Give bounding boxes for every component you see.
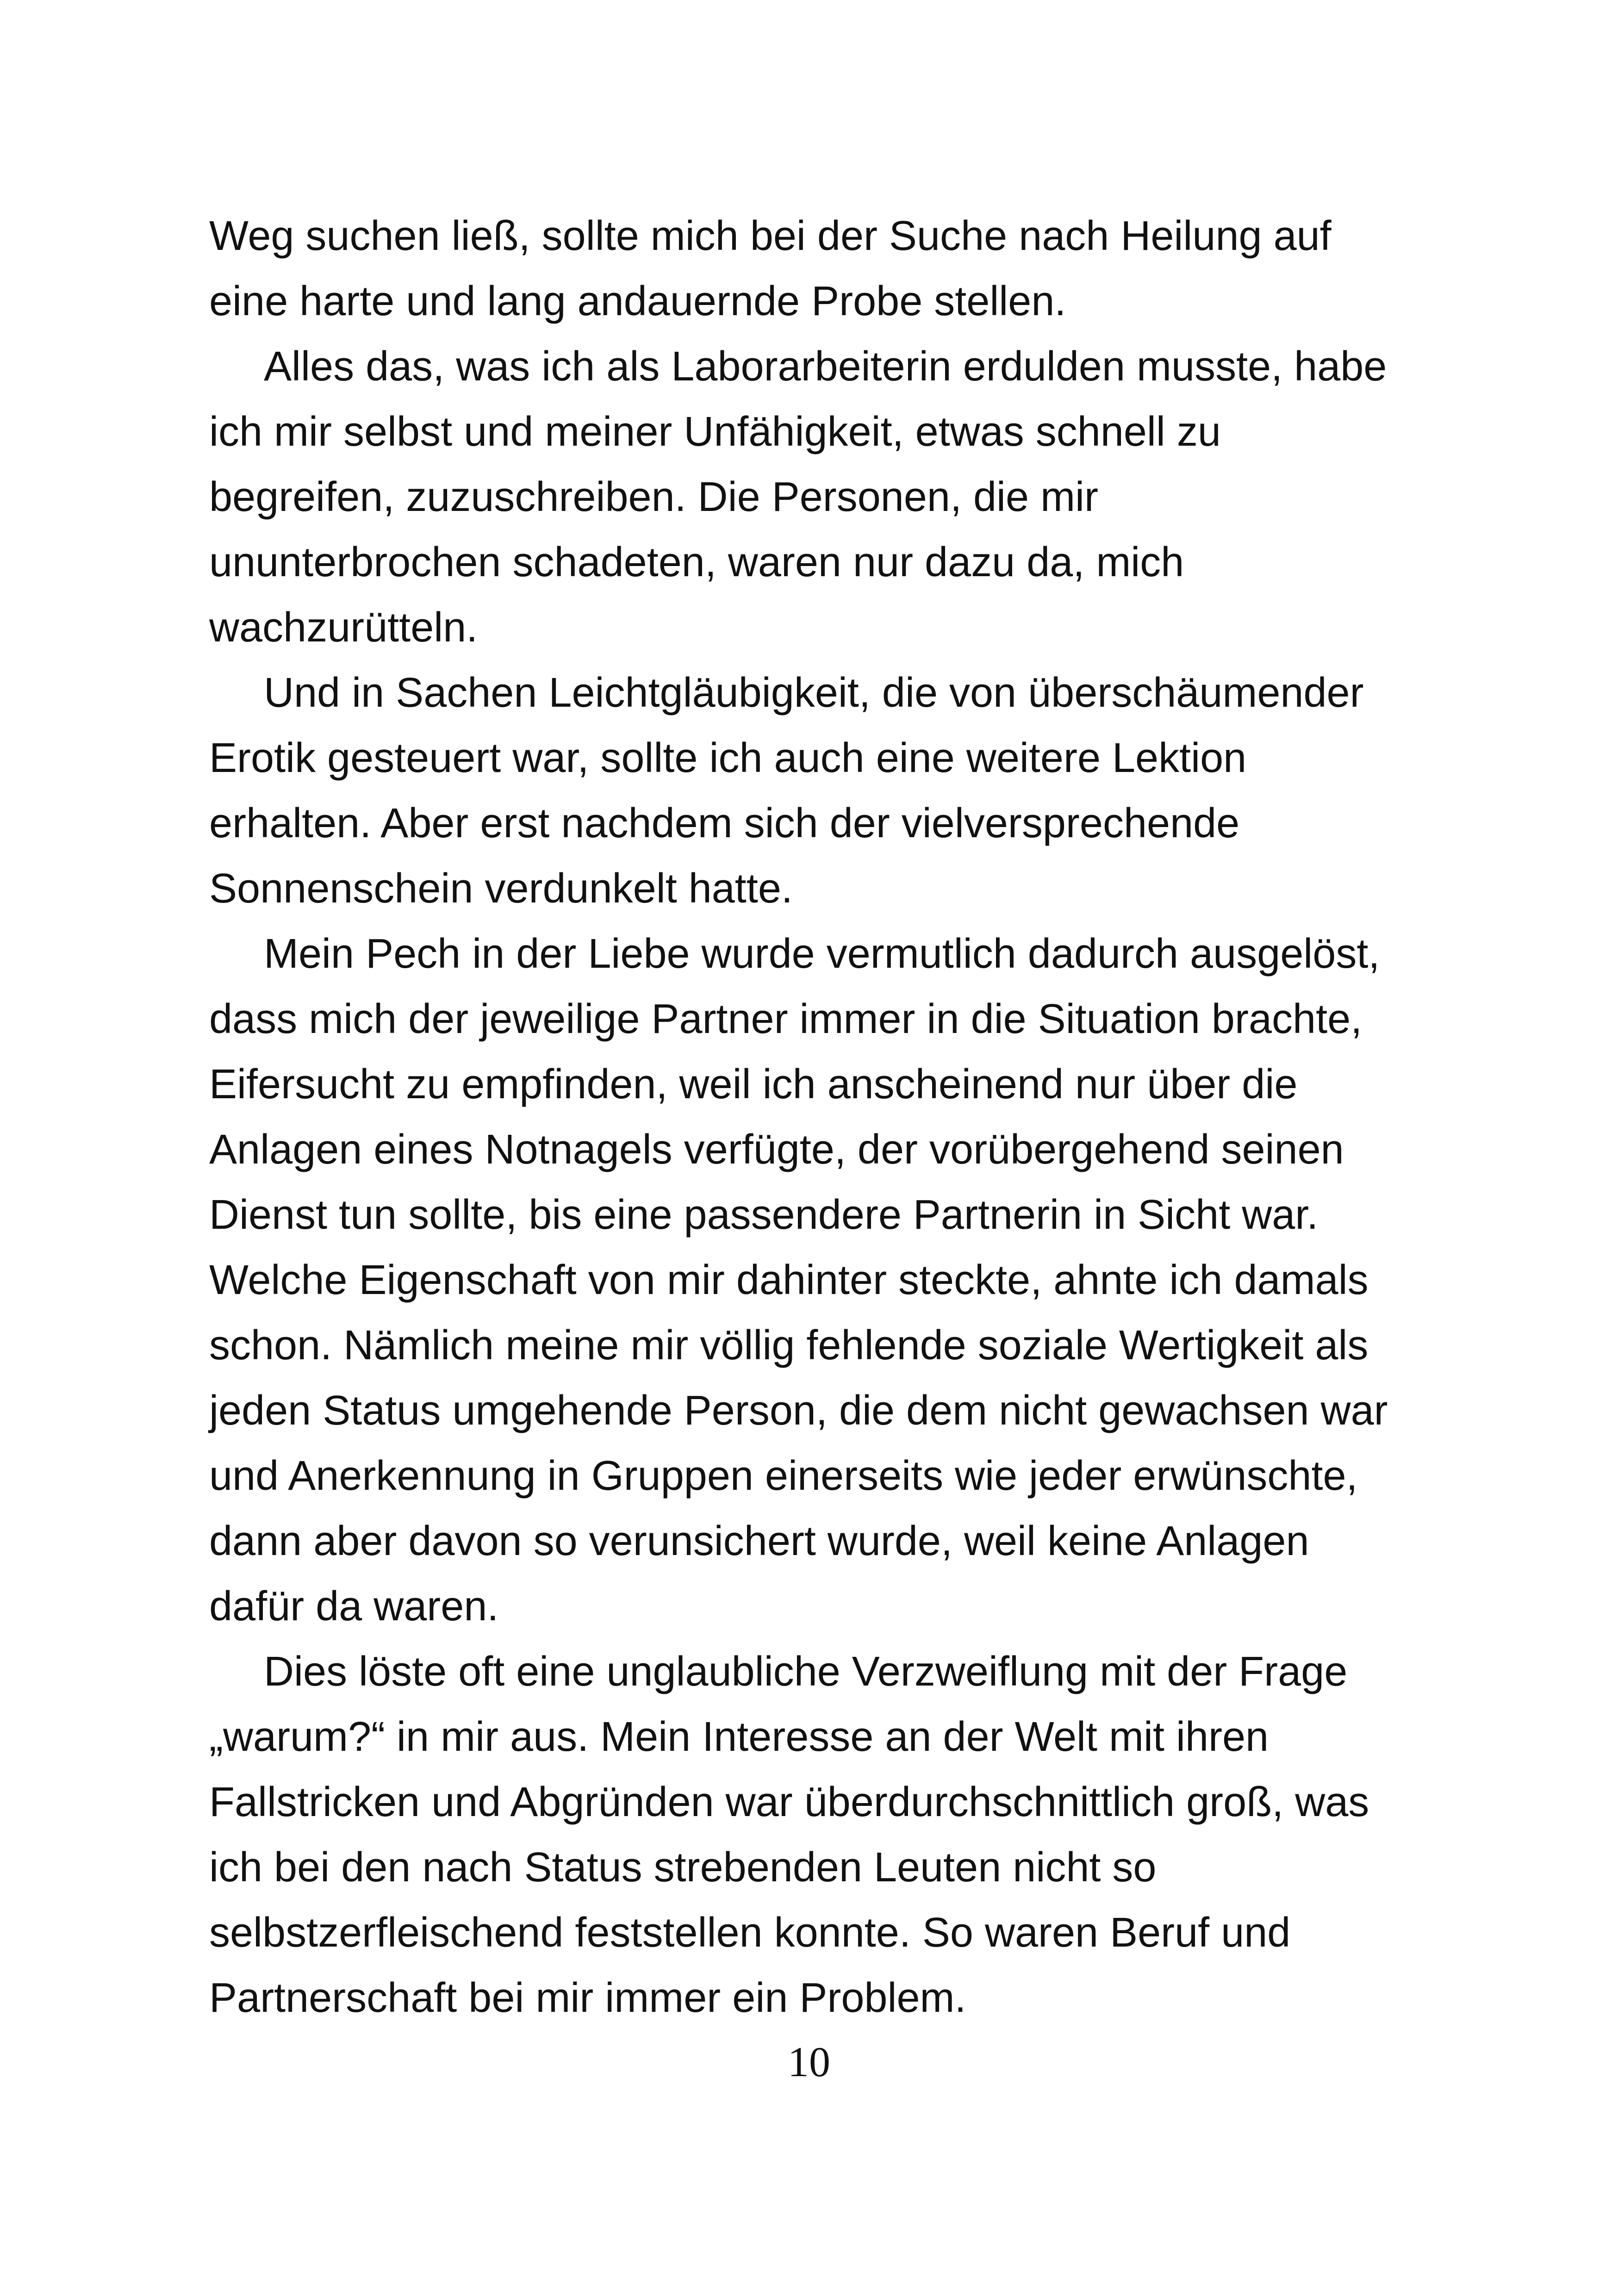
text-line: „warum?“ in mir aus. Mein Interesse an der Welt mit ihren [209,1714,1269,1760]
text-line: und Anerkennung in Gruppen einerseits wie jeder erwünschte, [209,1453,1358,1499]
text-line: schon. Nämlich meine mir völlig fehlende soziale Wertigkeit als [209,1322,1369,1369]
text-line: Partnerschaft bei mir immer ein Problem. [209,1975,966,2021]
text-line: Anlagen eines Notnagels verfügte, der vorübergehend seinen [209,1126,1344,1173]
text-line: ich mir selbst und meiner Unfähigkeit, etwas schnell zu [209,409,1221,455]
text-line: Dienst tun sollte, bis eine passendere Partnerin in Sicht war. [209,1192,1319,1238]
text-line: jeden Status umgehende Person, die dem nicht gewachsen war [209,1388,1388,1434]
text-line: Eifersucht zu empfinden, weil ich anscheinend nur über die [209,1061,1298,1108]
text-line: dass mich der jeweilige Partner immer in die Situation brachte, [209,996,1363,1042]
text-line: Weg suchen ließ, sollte mich bei der Suche nach Heilung auf [209,213,1332,259]
text-line: Erotik gesteuert war, sollte ich auch eine weitere Lektion [209,735,1247,781]
text-line: dann aber davon so verunsichert wurde, weil keine Anlagen [209,1518,1309,1564]
text-line: ununterbrochen schadeten, waren nur dazu da, mich [209,539,1184,585]
text-line: ich bei den nach Status strebenden Leuten nicht so [209,1844,1157,1891]
text-line: selbstzerfleischend feststellen konnte. So waren Beruf und [209,1910,1291,1956]
text-line: Welche Eigenschaft von mir dahinter steckte, ahnte ich damals [209,1257,1369,1303]
text-line: Fallstricken und Abgründen war überdurchschnittlich groß, was [209,1779,1369,1825]
page-body-text [209,204,1422,2031]
paragraph-first-line: Und in Sachen Leichtgläubigkeit, die von überschäumender [264,670,1364,716]
paragraph-first-line: Alles das, was ich als Laborarbeiterin erdulden musste, habe [264,343,1387,390]
text-line: begreifen, zuzuschreiben. Die Personen, die mir [209,474,1099,520]
text-line: erhalten. Aber erst nachdem sich der vielversprechende [209,800,1240,846]
text-line: wachzurütteln. [209,604,478,651]
page-number: 10 [788,2038,830,2085]
paragraph-first-line: Dies löste oft eine unglaubliche Verzweiflung mit der Frage [264,1649,1348,1695]
text-line: eine harte und lang andauernde Probe stellen. [209,278,1066,324]
text-line: dafür da waren. [209,1583,499,1630]
text-line: Sonnenschein verdunkelt hatte. [209,865,793,912]
paragraph-first-line: Mein Pech in der Liebe wurde vermutlich dadurch ausgelöst, [264,931,1380,977]
